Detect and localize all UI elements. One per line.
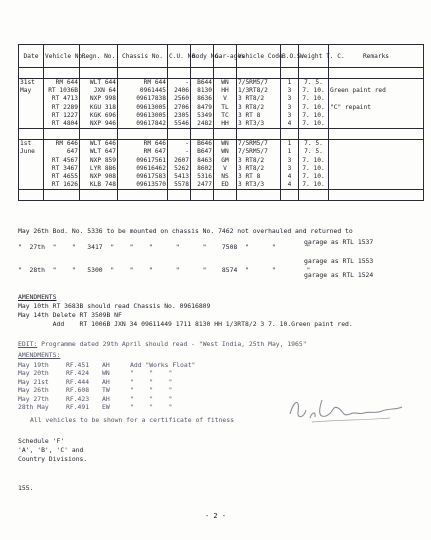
amendment2-cell: " " " — [130, 369, 173, 378]
amendments-heading: AMENDMENTS — [18, 293, 57, 301]
body-note-garage-1: garage as RTL 1537 — [304, 238, 374, 246]
amendment2-cell: AH — [102, 377, 110, 386]
header-remarks: Remarks — [329, 45, 424, 68]
header-regn-no: Regn. No. — [80, 45, 118, 68]
table-spacer-row — [19, 129, 424, 140]
bos-cell: 1 3 3 3 3 4 — [281, 79, 299, 129]
weight-cell: 7. 5. 7. 5. 7. 10. 7. 10. 7. 10. 7. 10. — [299, 140, 329, 190]
regn-cell: WLT 646 WLT 647 NXP 859 LYR 886 NXP 908 KLB 748 — [80, 140, 118, 190]
body-note-garage-3: garage as RTL 1524 — [304, 271, 374, 279]
table-header-row — [19, 45, 424, 68]
date-cell: 31st May — [19, 79, 44, 129]
table-spacer-row — [19, 68, 424, 79]
amendment2-cell: TW — [102, 386, 110, 395]
header-date: Date — [19, 45, 44, 68]
schedule-line-3: Country Divisions. — [18, 455, 88, 463]
amendment2-cell: " " " — [130, 386, 173, 395]
chassis-cell: RM 646 RM 647 09617561 09616462 09617583 09613570 — [118, 140, 168, 190]
remarks-cell — [329, 140, 424, 190]
edit-line — [18, 340, 307, 348]
remarks-cell: Green paint red "C" repaint — [329, 79, 424, 129]
table-row-group-31-may — [19, 79, 424, 129]
vehicle-cell: RM 646 647 RT 4567 RT 3467 RT 4655 RT 1626 — [44, 140, 80, 190]
garage-cell: WN HH V TL TC HH — [214, 79, 237, 129]
vehicle-cell: RM 644 RT 1036B RT 4713 RT 2289 RT 1227 RT 4804 — [44, 79, 80, 129]
amendment2-cell: EW — [102, 403, 110, 411]
amendment2-cell: May 21st — [18, 377, 49, 386]
header-vehicle-code: Vehicle Code — [237, 45, 281, 68]
regn-cell: WLT 644 JXN 64 NXP 998 KGU 318 KGK 696 NXP 946 — [80, 79, 118, 129]
header-bos: B.O.S. — [281, 45, 299, 68]
date-cell: 1st June — [19, 140, 44, 190]
allocation-table — [18, 44, 424, 201]
header-cu-no: C.U. No. — [168, 45, 191, 68]
amendment2-cell: " " " — [130, 394, 173, 403]
body-note-line-2: " 27th " " 3417 " " " " " 7508 " " " — [18, 243, 311, 251]
code-cell: 7/5RM5/7 1/3RT8/2 3 RT8/2 3 RT8/2 3 RT 8 3 RT3/3 — [237, 79, 281, 129]
amendment2-cell: AH — [102, 361, 110, 369]
amendment2-cell: WN — [102, 369, 110, 378]
amendment2-cell: RF.608 — [66, 386, 90, 395]
amendment2-cell: RF.491 — [66, 403, 90, 411]
header-body-no: Body No. — [191, 45, 214, 68]
fitness-note: All vehicles to be shown for a certificate of fitness — [30, 416, 234, 424]
amendment-line-2: May 14th Delete RT 3509B NF — [18, 311, 122, 319]
amendment2-cell: RF.423 — [66, 394, 90, 403]
amendment2-cell: " " " — [130, 403, 173, 411]
table-row-group-1-june — [19, 140, 424, 190]
amendment2-cell: RF.444 — [66, 377, 90, 386]
code-cell: 7/5RM5/7 7/5RM5/7 3 RT8/2 3 RT8/2 3 RT 8 3 RT3/3 — [237, 140, 281, 190]
schedule-line-1: Schedule 'F' — [18, 437, 65, 445]
schedule-line-2: 'A', 'B', 'C' and — [18, 446, 84, 454]
header-chassis-no: Chassis No. — [118, 45, 168, 68]
handwritten-signature — [286, 392, 406, 426]
amendment2-cell: May 27th — [18, 394, 49, 403]
body-cell: B644 8130 8636 8479 5349 2482 — [191, 79, 214, 129]
body-note-line-3: " 28th " " 5300 " " " " " 8574 " " " — [18, 266, 311, 274]
amendments2-heading: AMENDMENTS: — [18, 351, 61, 359]
amendment2-cell: May 19th — [18, 361, 49, 369]
amendment2-cell: May 20th — [18, 369, 49, 378]
reference-number: 155. — [18, 484, 34, 492]
body-cell: B646 B647 8463 8602 5316 2477 — [191, 140, 214, 190]
edit-text: Programme dated 29th April should read - "West India, 25th May, 1965" — [37, 340, 307, 348]
table-spacer-row — [19, 190, 424, 201]
header-vehicle-no: Vehicle No. — [44, 45, 80, 68]
amendment2-cell: RF.451 — [66, 361, 90, 369]
cu-cell: - 2406 2560 2706 2305 5546 — [168, 79, 191, 129]
page-number: - 2 - — [204, 512, 227, 520]
body-note-garage-2: garage as RTL 1553 — [304, 257, 374, 265]
amendment2-cell: Add "Works Float" — [130, 361, 196, 369]
body-note-line-1: May 26th Bod. No. 5336 to be mounted on chassis No. 7462 not overhauled and returned to — [18, 227, 353, 235]
garage-cell: WN WN GM V NS ED — [214, 140, 237, 190]
amendment2-cell: May 26th — [18, 386, 49, 395]
edit-label: EDIT: — [18, 340, 38, 348]
amendment2-cell: RF.424 — [66, 369, 90, 378]
header-garages: Gar-ages — [214, 45, 237, 68]
amendment-line-1: May 10th RT 3683B should read Chassis No. 09616809 — [18, 302, 211, 310]
header-weight: Weight T. C. — [299, 45, 329, 68]
amendment-line-3: Add RT 1006B JXN 34 09611449 1711 8130 HH 1/3RT8/2 3 7. 10.Green paint red. — [18, 320, 353, 328]
amendment2-cell: AH — [102, 394, 110, 403]
cu-cell: - - 2607 5262 5413 5578 — [168, 140, 191, 190]
bos-cell: 1 1 3 3 4 4 — [281, 140, 299, 190]
amendment2-cell: " " " — [130, 377, 173, 386]
amendment2-cell: 28th May — [18, 403, 49, 411]
chassis-cell: RM 644 0961445 09617838 09613005 09613005 09617842 — [118, 79, 168, 129]
weight-cell: 7. 5. 7. 10. 7. 10. 7. 10. 7. 10. 7. 10. — [299, 79, 329, 129]
